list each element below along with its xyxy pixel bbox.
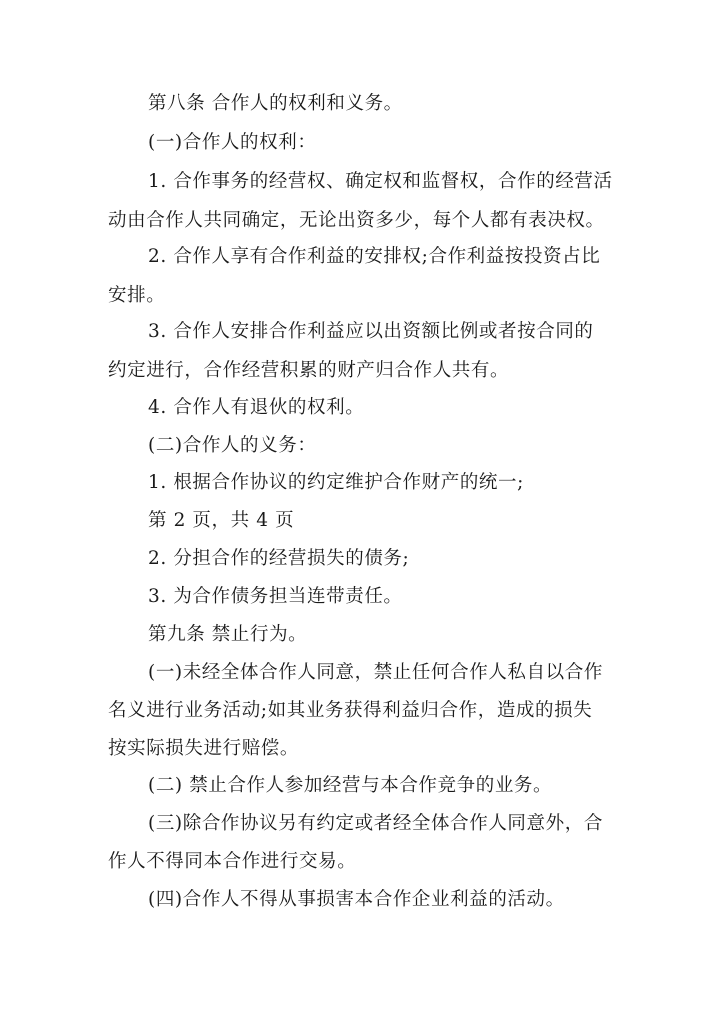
paragraph-line: 2. 合作人享有合作利益的安排权;合作利益按投资占比 [148,246,601,267]
section-rights-heading: (一)合作人的权利： [148,132,317,153]
paragraph-line: (三)除合作协议另有约定或者经全体合作人同意外，合 [148,813,603,834]
paragraph-line: (四)合作人不得从事损害本合作企业利益的活动。 [148,889,565,910]
paragraph-line: 作人不得同本合作进行交易。 [108,851,357,872]
page-number: 第 2 页，共 4 页 [148,510,295,531]
section-duties-heading: (二)合作人的义务： [148,435,317,456]
paragraph-line: 2. 分担合作的经营损失的债务; [148,548,410,569]
paragraph-line: (一)未经全体合作人同意，禁止任何合作人私自以合作 [148,662,603,683]
paragraph-line: 动由合作人共同确定，无论出资多少，每个人都有表决权。 [108,210,605,231]
paragraph-line: 安排。 [108,285,166,306]
paragraph-line: 4. 合作人有退伙的权利。 [148,397,365,418]
paragraph-line: 1. 根据合作协议的约定维护合作财产的统一; [148,472,524,493]
paragraph-line: 约定进行，合作经营积累的财产归合作人共有。 [108,360,510,381]
paragraph-line: 3. 为合作债务担当连带责任。 [148,586,403,607]
paragraph-line: 名义进行业务活动;如其业务获得利益归合作，造成的损失 [108,700,593,721]
article-9-heading: 第九条 禁止行为。 [148,624,308,645]
article-8-heading: 第八条 合作人的权利和义务。 [148,93,403,114]
paragraph-line: 按实际损失进行赔偿。 [108,738,300,759]
paragraph-line: 3. 合作人安排合作利益应以出资额比例或者按合同的 [148,321,594,342]
paragraph-line: (二) 禁止合作人参加经营与本合作竞争的业务。 [148,775,553,796]
paragraph-line: 1. 合作事务的经营权、确定权和监督权，合作的经营活 [148,171,613,192]
